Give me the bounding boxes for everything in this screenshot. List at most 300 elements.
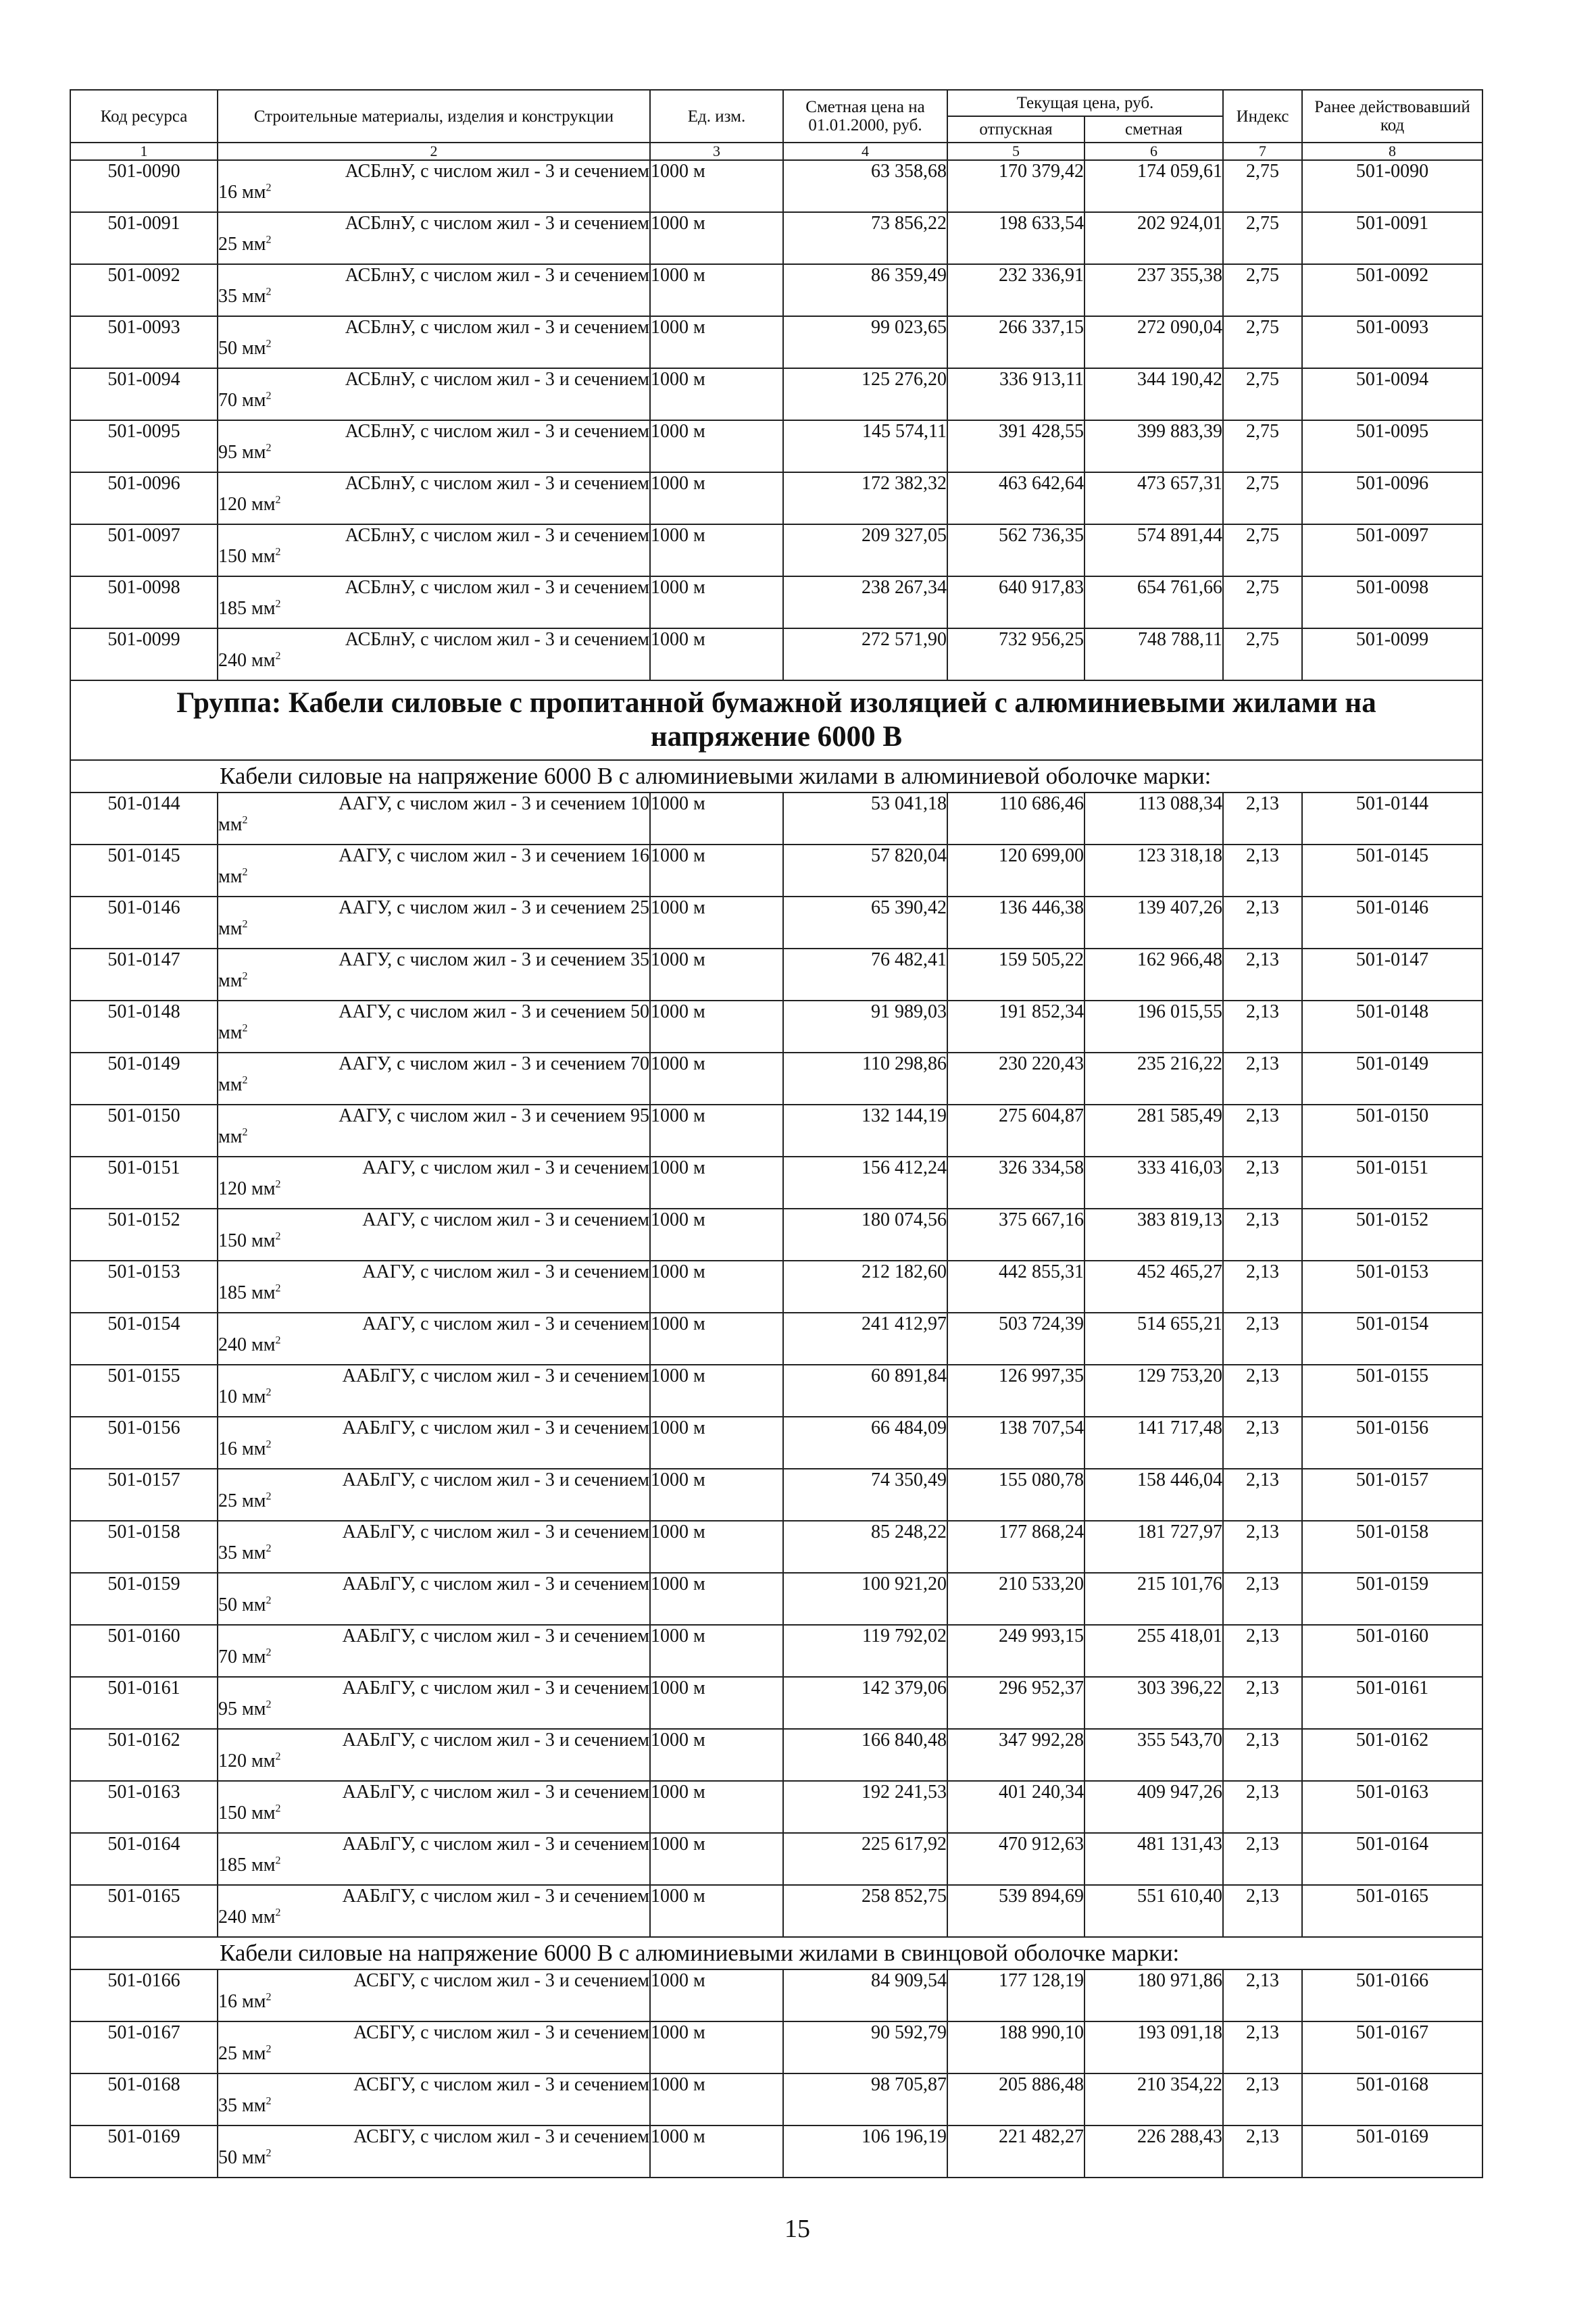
previous-code: 501-0163	[1302, 1781, 1482, 1833]
cross-section	[218, 442, 649, 463]
cross-section-value: 150 мм	[218, 1803, 276, 1823]
column-number: 6	[1084, 143, 1223, 160]
estimated-price-2000: 99 023,65	[783, 316, 947, 368]
cross-section-value: 70 мм	[218, 1646, 266, 1667]
index: 2,13	[1223, 897, 1302, 949]
estimate-price: 226 288,43	[1084, 2126, 1223, 2178]
release-price: 442 855,31	[947, 1261, 1084, 1313]
previous-code: 501-0155	[1302, 1365, 1482, 1417]
cross-section	[218, 2043, 649, 2064]
resource-code: 501-0161	[70, 1677, 218, 1729]
cross-section-value: 240 мм	[218, 650, 276, 671]
estimate-price: 255 418,01	[1084, 1625, 1223, 1677]
release-price: 170 379,42	[947, 160, 1084, 212]
table-row	[70, 1781, 1482, 1833]
subgroup-lead-sheath: Кабели силовые на напряжение 6000 В с алюминиевыми жилами в свинцовой оболочке марки:	[70, 1937, 1482, 1969]
table-row	[70, 420, 1482, 472]
material-name-cell	[218, 420, 650, 472]
estimated-price-2000: 241 412,97	[783, 1313, 947, 1365]
superscript-two: 2	[275, 1855, 281, 1867]
estimated-price-2000: 76 482,41	[783, 949, 947, 1001]
index: 2,13	[1223, 1417, 1302, 1469]
superscript-two: 2	[266, 390, 272, 402]
table-row	[70, 1365, 1482, 1417]
cross-section	[218, 814, 649, 835]
resource-code: 501-0093	[70, 316, 218, 368]
release-price: 221 482,27	[947, 2126, 1084, 2178]
previous-code: 501-0099	[1302, 628, 1482, 680]
material-name: ААБлГУ, с числом жил - 3 и сечением	[342, 1469, 649, 1490]
release-price: 539 894,69	[947, 1885, 1084, 1937]
cross-section	[218, 182, 649, 203]
estimate-price: 748 788,11	[1084, 628, 1223, 680]
resource-code: 501-0146	[70, 897, 218, 949]
unit: 1000 м	[650, 1001, 783, 1053]
estimate-price: 210 354,22	[1084, 2073, 1223, 2126]
unit: 1000 м	[650, 160, 783, 212]
estimate-price: 654 761,66	[1084, 576, 1223, 628]
previous-code: 501-0093	[1302, 316, 1482, 368]
cross-section	[218, 650, 649, 671]
cross-section	[218, 234, 649, 255]
resource-code: 501-0090	[70, 160, 218, 212]
cross-section	[218, 1991, 649, 2012]
material-name-cell	[218, 1001, 650, 1053]
header-prev-code: Ранее действовавший код	[1302, 90, 1482, 143]
estimated-price-2000: 272 571,90	[783, 628, 947, 680]
column-number: 7	[1223, 143, 1302, 160]
estimated-price-2000: 172 382,32	[783, 472, 947, 524]
previous-code: 501-0162	[1302, 1729, 1482, 1781]
table-row	[70, 160, 1482, 212]
estimate-price: 355 543,70	[1084, 1729, 1223, 1781]
material-name-cell	[218, 628, 650, 680]
cross-section-value: 16 мм	[218, 1438, 266, 1459]
unit: 1000 м	[650, 1261, 783, 1313]
index: 2,13	[1223, 2021, 1302, 2073]
superscript-two: 2	[275, 1334, 281, 1347]
resource-code: 501-0166	[70, 1969, 218, 2021]
material-name: ААБлГУ, с числом жил - 3 и сечением	[342, 1782, 649, 1803]
group-title-line2: напряжение 6000 В	[650, 721, 903, 753]
previous-code: 501-0164	[1302, 1833, 1482, 1885]
section-aagu-aablgu	[70, 793, 1482, 1937]
superscript-two: 2	[275, 1803, 281, 1815]
resource-code: 501-0150	[70, 1105, 218, 1157]
estimated-price-2000: 73 856,22	[783, 212, 947, 264]
material-name-cell	[218, 2021, 650, 2073]
resource-code: 501-0151	[70, 1157, 218, 1209]
material-name-cell	[218, 1833, 650, 1885]
estimated-price-2000: 60 891,84	[783, 1365, 947, 1417]
resource-code: 501-0162	[70, 1729, 218, 1781]
estimated-price-2000: 258 852,75	[783, 1885, 947, 1937]
cross-section	[218, 2147, 649, 2168]
release-price: 126 997,35	[947, 1365, 1084, 1417]
release-price: 732 956,25	[947, 628, 1084, 680]
cross-section	[218, 1490, 649, 1511]
material-name: АСБлнУ, с числом жил - 3 и сечением	[345, 213, 649, 234]
previous-code: 501-0165	[1302, 1885, 1482, 1937]
estimate-price: 181 727,97	[1084, 1521, 1223, 1573]
previous-code: 501-0169	[1302, 2126, 1482, 2178]
release-price: 275 604,87	[947, 1105, 1084, 1157]
estimated-price-2000: 98 705,87	[783, 2073, 947, 2126]
index: 2,13	[1223, 1521, 1302, 1573]
estimate-price: 123 318,18	[1084, 845, 1223, 897]
cross-section	[218, 1646, 649, 1667]
material-name-cell	[218, 368, 650, 420]
resource-code: 501-0158	[70, 1521, 218, 1573]
estimated-price-2000: 212 182,60	[783, 1261, 947, 1313]
estimated-price-2000: 57 820,04	[783, 845, 947, 897]
unit: 1000 м	[650, 1313, 783, 1365]
material-name: ААБлГУ, с числом жил - 3 и сечением	[342, 1626, 649, 1646]
estimated-price-2000: 156 412,24	[783, 1157, 947, 1209]
material-name: АСБлнУ, с числом жил - 3 и сечением	[345, 525, 649, 546]
cross-section	[218, 338, 649, 359]
unit: 1000 м	[650, 1677, 783, 1729]
previous-code: 501-0157	[1302, 1469, 1482, 1521]
estimated-price-2000: 66 484,09	[783, 1417, 947, 1469]
resource-code: 501-0092	[70, 264, 218, 316]
index: 2,75	[1223, 368, 1302, 420]
unit: 1000 м	[650, 472, 783, 524]
estimate-price: 344 190,42	[1084, 368, 1223, 420]
section-asblnu	[70, 160, 1482, 680]
superscript-two: 2	[242, 918, 248, 930]
estimate-price: 139 407,26	[1084, 897, 1223, 949]
cross-section	[218, 1542, 649, 1563]
index: 2,13	[1223, 1261, 1302, 1313]
superscript-two: 2	[242, 1074, 248, 1086]
unit: 1000 м	[650, 1053, 783, 1105]
material-name: ААБлГУ, с числом жил - 3 и сечением	[342, 1574, 649, 1594]
previous-code: 501-0148	[1302, 1001, 1482, 1053]
release-price: 138 707,54	[947, 1417, 1084, 1469]
material-name: ААБлГУ, с числом жил - 3 и сечением	[342, 1834, 649, 1855]
estimate-price: 141 717,48	[1084, 1417, 1223, 1469]
superscript-two: 2	[275, 650, 281, 662]
index: 2,13	[1223, 1573, 1302, 1625]
release-price: 191 852,34	[947, 1001, 1084, 1053]
table-row	[70, 264, 1482, 316]
material-name: ААГУ, с числом жил - 3 и сечением 95	[339, 1105, 649, 1126]
estimated-price-2000: 63 358,68	[783, 160, 947, 212]
unit: 1000 м	[650, 1781, 783, 1833]
superscript-two: 2	[242, 814, 248, 826]
release-price: 177 868,24	[947, 1521, 1084, 1573]
material-name: ААБлГУ, с числом жил - 3 и сечением	[342, 1365, 649, 1386]
material-name-cell	[218, 1885, 650, 1937]
cross-section-value: 150 мм	[218, 1230, 276, 1251]
unit: 1000 м	[650, 949, 783, 1001]
cross-section	[218, 598, 649, 619]
estimated-price-2000: 85 248,22	[783, 1521, 947, 1573]
release-price: 205 886,48	[947, 2073, 1084, 2126]
index: 2,13	[1223, 1833, 1302, 1885]
cross-section	[218, 1907, 649, 1928]
estimate-price: 333 416,03	[1084, 1157, 1223, 1209]
cross-section-value: 240 мм	[218, 1907, 276, 1928]
resource-code: 501-0167	[70, 2021, 218, 2073]
material-name: ААБлГУ, с числом жил - 3 и сечением	[342, 1730, 649, 1751]
estimate-price: 215 101,76	[1084, 1573, 1223, 1625]
cross-section	[218, 866, 649, 887]
superscript-two: 2	[266, 286, 272, 298]
index: 2,13	[1223, 949, 1302, 1001]
superscript-two: 2	[266, 2043, 272, 2055]
table-row	[70, 524, 1482, 576]
previous-code: 501-0149	[1302, 1053, 1482, 1105]
index: 2,13	[1223, 2126, 1302, 2178]
cross-section	[218, 1594, 649, 1615]
index: 2,13	[1223, 1729, 1302, 1781]
previous-code: 501-0159	[1302, 1573, 1482, 1625]
unit: 1000 м	[650, 793, 783, 845]
material-name: АСБлнУ, с числом жил - 3 и сечением	[345, 161, 649, 182]
release-price: 347 992,28	[947, 1729, 1084, 1781]
previous-code: 501-0147	[1302, 949, 1482, 1001]
resource-code: 501-0160	[70, 1625, 218, 1677]
estimate-price: 551 610,40	[1084, 1885, 1223, 1937]
material-name-cell	[218, 160, 650, 212]
estimate-price: 303 396,22	[1084, 1677, 1223, 1729]
header-current-price: Текущая цена, руб.	[947, 90, 1223, 116]
cross-section-value: 185 мм	[218, 598, 276, 619]
unit: 1000 м	[650, 420, 783, 472]
superscript-two: 2	[275, 1751, 281, 1763]
cross-section	[218, 1438, 649, 1459]
estimated-price-2000: 238 267,34	[783, 576, 947, 628]
superscript-two: 2	[242, 1022, 248, 1034]
superscript-two: 2	[266, 2147, 272, 2159]
table-row	[70, 1105, 1482, 1157]
estimate-price: 481 131,43	[1084, 1833, 1223, 1885]
material-name-cell	[218, 576, 650, 628]
price-table	[70, 89, 1483, 2178]
material-name: ААГУ, с числом жил - 3 и сечением	[362, 1313, 649, 1334]
resource-code: 501-0163	[70, 1781, 218, 1833]
estimated-price-2000: 125 276,20	[783, 368, 947, 420]
unit: 1000 м	[650, 1157, 783, 1209]
release-price: 401 240,34	[947, 1781, 1084, 1833]
superscript-two: 2	[275, 546, 281, 558]
index: 2,13	[1223, 1885, 1302, 1937]
superscript-two: 2	[275, 1230, 281, 1242]
cross-section	[218, 1074, 649, 1095]
header-est-price: Сметная цена на 01.01.2000, руб.	[783, 90, 947, 143]
estimate-price: 193 091,18	[1084, 2021, 1223, 2073]
section-asbgu	[70, 1969, 1482, 2178]
resource-code: 501-0152	[70, 1209, 218, 1261]
release-price: 266 337,15	[947, 316, 1084, 368]
cross-section	[218, 1803, 649, 1823]
previous-code: 501-0154	[1302, 1313, 1482, 1365]
cross-section-value: 240 мм	[218, 1334, 276, 1355]
cross-section-value: 35 мм	[218, 286, 266, 307]
table-row	[70, 212, 1482, 264]
superscript-two: 2	[266, 1646, 272, 1659]
release-price: 136 446,38	[947, 897, 1084, 949]
release-price: 210 533,20	[947, 1573, 1084, 1625]
estimated-price-2000: 100 921,20	[783, 1573, 947, 1625]
cross-section-value: 25 мм	[218, 234, 266, 255]
estimate-price: 399 883,39	[1084, 420, 1223, 472]
unit: 1000 м	[650, 524, 783, 576]
superscript-two: 2	[266, 1594, 272, 1607]
previous-code: 501-0146	[1302, 897, 1482, 949]
resource-code: 501-0094	[70, 368, 218, 420]
cross-section-value: 50 мм	[218, 2147, 266, 2168]
cross-section	[218, 390, 649, 411]
previous-code: 501-0166	[1302, 1969, 1482, 2021]
index: 2,13	[1223, 2073, 1302, 2126]
cross-section-value: 16 мм	[218, 1991, 266, 2012]
previous-code: 501-0097	[1302, 524, 1482, 576]
column-number: 4	[783, 143, 947, 160]
cross-section-value: 35 мм	[218, 1542, 266, 1563]
resource-code: 501-0154	[70, 1313, 218, 1365]
cross-section-value: 25 мм	[218, 2043, 266, 2064]
superscript-two: 2	[266, 1386, 272, 1399]
release-price: 470 912,63	[947, 1833, 1084, 1885]
index: 2,75	[1223, 472, 1302, 524]
table-row	[70, 1677, 1482, 1729]
cross-section-value: 95 мм	[218, 1699, 266, 1719]
resource-code: 501-0149	[70, 1053, 218, 1105]
unit: 1000 м	[650, 576, 783, 628]
cross-section	[218, 1230, 649, 1251]
index: 2,13	[1223, 1365, 1302, 1417]
release-price: 159 505,22	[947, 949, 1084, 1001]
previous-code: 501-0145	[1302, 845, 1482, 897]
cross-section-value: мм	[218, 918, 243, 939]
cross-section-value: 120 мм	[218, 1751, 276, 1771]
material-name: АСБлнУ, с числом жил - 3 и сечением	[345, 265, 649, 286]
header-release: отпускная	[947, 116, 1084, 143]
material-name: АСБлнУ, с числом жил - 3 и сечением	[345, 473, 649, 494]
estimated-price-2000: 119 792,02	[783, 1625, 947, 1677]
resource-code: 501-0098	[70, 576, 218, 628]
material-name: ААБлГУ, с числом жил - 3 и сечением	[342, 1886, 649, 1907]
estimate-price: 196 015,55	[1084, 1001, 1223, 1053]
estimated-price-2000: 145 574,11	[783, 420, 947, 472]
material-name: ААГУ, с числом жил - 3 и сечением 35	[339, 949, 649, 970]
resource-code: 501-0169	[70, 2126, 218, 2178]
unit: 1000 м	[650, 1417, 783, 1469]
material-name-cell	[218, 1209, 650, 1261]
material-name: ААГУ, с числом жил - 3 и сечением	[362, 1261, 649, 1282]
estimated-price-2000: 86 359,49	[783, 264, 947, 316]
table-row	[70, 1313, 1482, 1365]
index: 2,13	[1223, 1469, 1302, 1521]
material-name: АСБГУ, с числом жил - 3 и сечением	[353, 2074, 649, 2095]
resource-code: 501-0157	[70, 1469, 218, 1521]
table-row	[70, 1209, 1482, 1261]
material-name-cell	[218, 1105, 650, 1157]
superscript-two: 2	[275, 1178, 281, 1190]
previous-code: 501-0096	[1302, 472, 1482, 524]
estimate-price: 574 891,44	[1084, 524, 1223, 576]
cross-section-value: мм	[218, 814, 243, 835]
material-name: АСБлнУ, с числом жил - 3 и сечением	[345, 629, 649, 650]
cross-section	[218, 546, 649, 567]
estimate-price: 383 819,13	[1084, 1209, 1223, 1261]
index: 2,13	[1223, 1313, 1302, 1365]
unit: 1000 м	[650, 845, 783, 897]
estimate-price: 235 216,22	[1084, 1053, 1223, 1105]
previous-code: 501-0094	[1302, 368, 1482, 420]
unit: 1000 м	[650, 1105, 783, 1157]
resource-code: 501-0168	[70, 2073, 218, 2126]
cross-section-value: мм	[218, 1074, 243, 1095]
material-name: АСБлнУ, с числом жил - 3 и сечением	[345, 369, 649, 390]
table-row	[70, 1417, 1482, 1469]
resource-code: 501-0155	[70, 1365, 218, 1417]
unit: 1000 м	[650, 212, 783, 264]
table-row	[70, 1625, 1482, 1677]
unit: 1000 м	[650, 264, 783, 316]
unit: 1000 м	[650, 1209, 783, 1261]
previous-code: 501-0090	[1302, 160, 1482, 212]
cross-section-value: мм	[218, 970, 243, 991]
superscript-two: 2	[266, 1490, 272, 1503]
header-index: Индекс	[1223, 90, 1302, 143]
table-row	[70, 845, 1482, 897]
table-row	[70, 1469, 1482, 1521]
material-name-cell	[218, 1625, 650, 1677]
superscript-two: 2	[275, 1282, 281, 1294]
material-name: ААБлГУ, с числом жил - 3 и сечением	[342, 1417, 649, 1438]
superscript-two: 2	[266, 1542, 272, 1555]
estimated-price-2000: 225 617,92	[783, 1833, 947, 1885]
index: 2,13	[1223, 1157, 1302, 1209]
estimated-price-2000: 106 196,19	[783, 2126, 947, 2178]
table-row	[70, 1001, 1482, 1053]
material-name-cell	[218, 949, 650, 1001]
resource-code: 501-0165	[70, 1885, 218, 1937]
material-name-cell	[218, 1365, 650, 1417]
estimated-price-2000: 53 041,18	[783, 793, 947, 845]
material-name: АСБлнУ, с числом жил - 3 и сечением	[345, 421, 649, 442]
group-title	[70, 680, 1482, 760]
cross-section-value: 10 мм	[218, 1386, 266, 1407]
material-name-cell	[218, 1677, 650, 1729]
index: 2,13	[1223, 1969, 1302, 2021]
resource-code: 501-0144	[70, 793, 218, 845]
material-name: АСБГУ, с числом жил - 3 и сечением	[353, 2022, 649, 2043]
material-name: ААБлГУ, с числом жил - 3 и сечением	[342, 1678, 649, 1699]
previous-code: 501-0151	[1302, 1157, 1482, 1209]
unit: 1000 м	[650, 1885, 783, 1937]
cross-section	[218, 1751, 649, 1771]
previous-code: 501-0167	[1302, 2021, 1482, 2073]
estimate-price: 113 088,34	[1084, 793, 1223, 845]
superscript-two: 2	[242, 1126, 248, 1138]
estimate-price: 162 966,48	[1084, 949, 1223, 1001]
material-name-cell	[218, 2126, 650, 2178]
table-row	[70, 1053, 1482, 1105]
superscript-two: 2	[266, 1991, 272, 2003]
superscript-two: 2	[266, 1438, 272, 1451]
superscript-two: 2	[275, 494, 281, 506]
material-name-cell	[218, 793, 650, 845]
material-name-cell	[218, 1469, 650, 1521]
index: 2,13	[1223, 845, 1302, 897]
index: 2,75	[1223, 524, 1302, 576]
release-price: 640 917,83	[947, 576, 1084, 628]
